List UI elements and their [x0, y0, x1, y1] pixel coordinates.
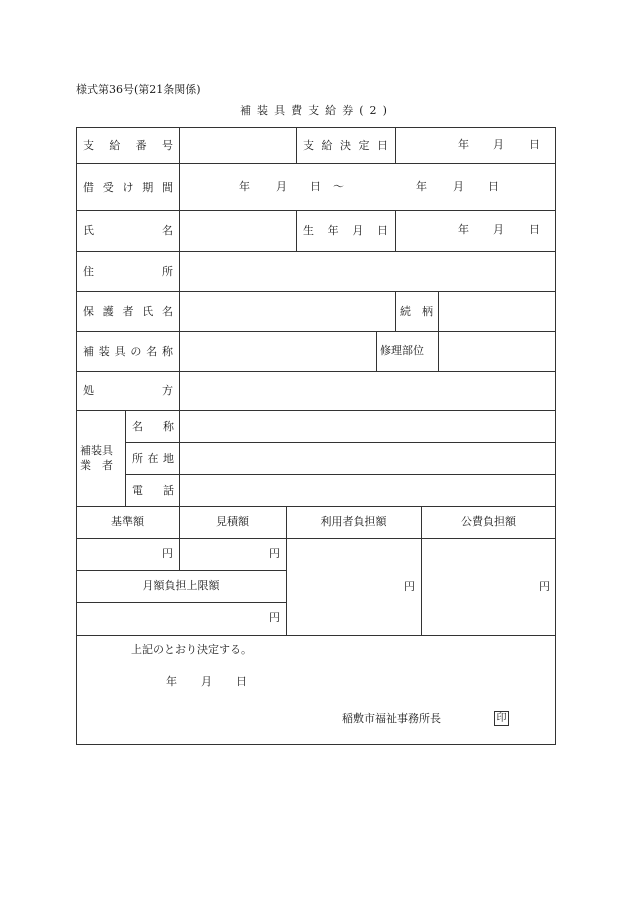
label-relationship: 続 柄 [400, 305, 433, 318]
col-line [395, 291, 396, 331]
label-repair-part: 修理部位 [380, 344, 424, 357]
period-end-day-unit: 日 [488, 180, 499, 193]
row-line [76, 570, 286, 571]
issuer-name: 稲敷市福祉事務所長 [342, 712, 441, 725]
row-line [76, 371, 556, 372]
period-start-year-unit: 年 [239, 180, 250, 193]
col-line [395, 210, 396, 251]
label-estimate: 見積額 [216, 515, 249, 528]
label-public-burden: 公費負担額 [461, 515, 516, 528]
base-amount-yen: 円 [162, 547, 173, 560]
row-line [76, 506, 556, 507]
decision-year-unit: 年 [458, 138, 469, 151]
row-line [76, 210, 556, 211]
col-line [438, 291, 439, 331]
col-line [125, 410, 126, 506]
period-start-day-unit: 日 [310, 180, 321, 193]
row-line [76, 635, 556, 636]
period-tilde: ～ [333, 180, 344, 193]
row-line [76, 163, 556, 164]
seal-mark: 印 [494, 711, 509, 726]
col-line [395, 127, 396, 163]
row-line [76, 410, 556, 411]
footer-day-unit: 日 [236, 675, 247, 688]
row-line [76, 251, 556, 252]
row-line [76, 291, 556, 292]
period-start-month-unit: 月 [276, 180, 287, 193]
col-line [296, 127, 297, 163]
label-payment-number: 支 給 番 号 [83, 139, 173, 152]
birth-month-unit: 月 [493, 223, 504, 236]
label-monthly-limit: 月額負担上限額 [142, 579, 220, 592]
label-vendor-name: 名 称 [132, 420, 174, 433]
label-vendor-location: 所 在 地 [132, 452, 174, 465]
footer-month-unit: 月 [201, 675, 212, 688]
row-line [76, 538, 556, 539]
period-end-month-unit: 月 [453, 180, 464, 193]
public-burden-yen: 円 [539, 580, 550, 593]
col-line [179, 410, 180, 506]
col-line [438, 331, 439, 371]
col-line [376, 331, 377, 371]
decision-day-unit: 日 [529, 138, 540, 151]
birth-day-unit: 日 [529, 223, 540, 236]
form-number: 様式第36号(第21条関係) [76, 83, 201, 96]
col-line [179, 127, 180, 410]
row-line [76, 331, 556, 332]
label-lending-period: 借 受 け 期 間 [83, 181, 173, 194]
decision-month-unit: 月 [493, 138, 504, 151]
label-decision-date: 支 給 決 定 日 [303, 139, 388, 152]
user-burden-yen: 円 [404, 580, 415, 593]
period-end-year-unit: 年 [416, 180, 427, 193]
label-guardian-name: 保 護 者 氏 名 [83, 305, 173, 318]
row-line [125, 474, 556, 475]
label-user-burden: 利用者負担額 [320, 515, 387, 528]
label-prescription: 処 方 [83, 384, 173, 397]
label-base-amount: 基準額 [111, 515, 144, 528]
label-name: 氏 名 [83, 224, 173, 237]
col-line [296, 210, 297, 251]
label-vendor: 補装具 業 者 [80, 444, 113, 472]
monthly-limit-yen: 円 [269, 611, 280, 624]
estimate-yen: 円 [269, 547, 280, 560]
row-line [76, 602, 286, 603]
label-birth-date: 生 年 月 日 [303, 224, 388, 237]
birth-year-unit: 年 [458, 223, 469, 236]
decision-statement: 上記のとおり決定する。 [131, 643, 252, 656]
row-line [125, 442, 556, 443]
label-address: 住 所 [83, 265, 173, 278]
label-device-name: 補 装 具 の 名 称 [83, 345, 173, 358]
label-vendor-phone: 電 話 [132, 484, 174, 497]
footer-year-unit: 年 [166, 675, 177, 688]
form-title: 補 装 具 費 支 給 券 ( 2 ) [240, 103, 387, 117]
